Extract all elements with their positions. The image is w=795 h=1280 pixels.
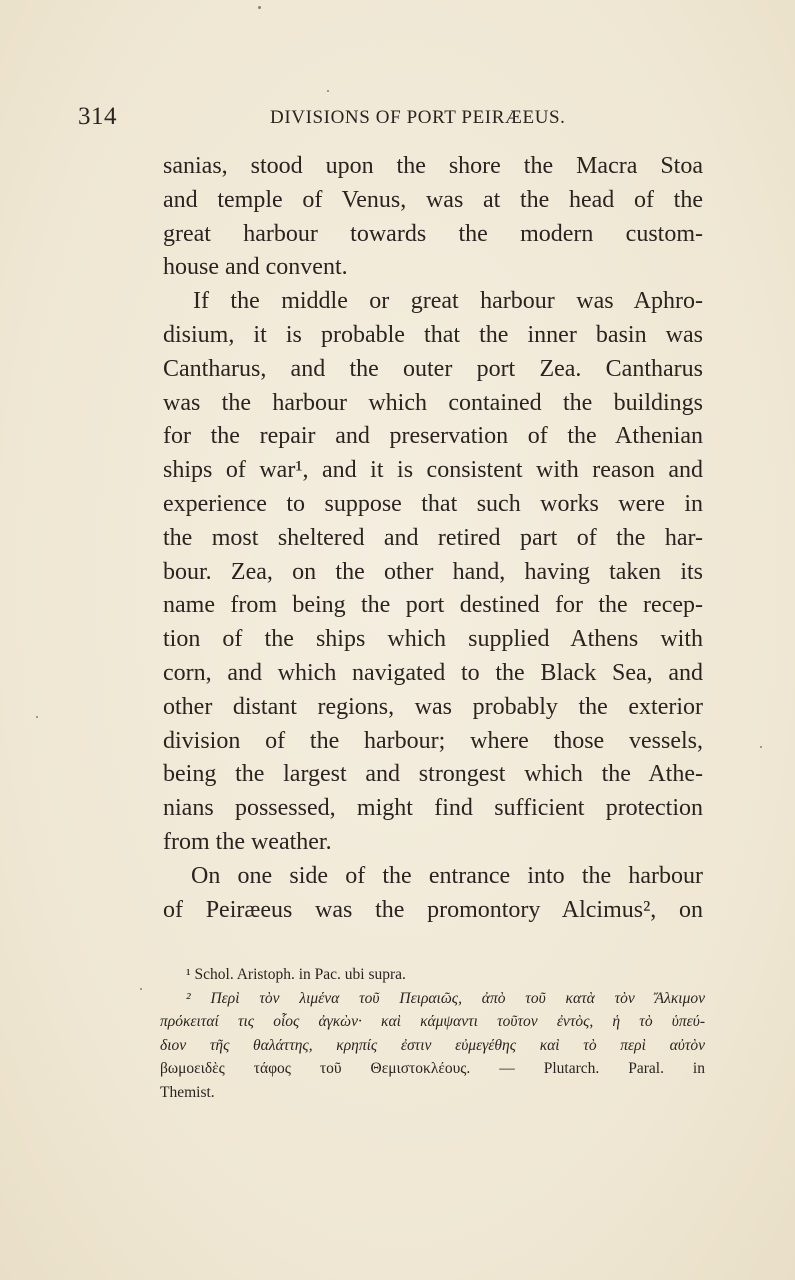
text-line: and temple of Venus, was at the head of the — [163, 186, 703, 213]
footnote-2-line: διον τῆς θαλάττης, κρηπίς ἐστιν εὐμεγέθης καὶ τὸ περὶ αὐτὸν — [160, 1036, 705, 1054]
paper-speck — [760, 746, 762, 748]
page-header-title: DIVISIONS OF PORT PEIRÆEUS. — [270, 107, 566, 128]
text-line: being the largest and strongest which the Athe- — [163, 761, 703, 788]
text-line: corn, and which navigated to the Black Sea, and — [163, 659, 703, 686]
paper-speck — [258, 6, 261, 9]
running-head — [78, 103, 718, 133]
footnote-2-line: Themist. — [160, 1083, 215, 1101]
text-line: other distant regions, was probably the exterior — [163, 693, 703, 720]
text-line: bour. Zea, on the other hand, having taken its — [163, 558, 703, 585]
text-line: the most sheltered and retired part of the har- — [163, 524, 703, 551]
text-line: for the repair and preservation of the Athenian — [163, 423, 703, 450]
text-line: On one side of the entrance into the harbour — [191, 862, 703, 889]
text-line: house and convent. — [163, 254, 348, 281]
page-number: 314 — [78, 103, 117, 130]
text-line: of Peiræeus was the promontory Alcimus², on — [163, 896, 703, 923]
text-line: If the middle or great harbour was Aphro- — [193, 288, 703, 315]
text-line: was the harbour which contained the buildings — [163, 389, 703, 416]
footnote-2-line: πρόκειταί τις οἷος ἀγκὼν· καὶ κάμψαντι τοῦτον ἐντὸς, ἡ τὸ ὑπεύ- — [160, 1013, 705, 1031]
text-line: Cantharus, and the outer port Zea. Cantharus — [163, 355, 703, 382]
footnotes — [160, 963, 705, 1105]
text-line: nians possessed, might find sufficient protection — [163, 795, 703, 822]
text-line: disium, it is probable that the inner basin was — [163, 321, 703, 348]
footnote-2-line: ² Περὶ τὸν λιμένα τοῦ Πειραιῶς, ἀπὸ τοῦ κατὰ τὸν Ἄλκιμον — [186, 989, 705, 1007]
text-line: sanias, stood upon the shore the Macra Stoa — [163, 153, 703, 179]
body-text — [163, 150, 703, 927]
paper-speck — [140, 988, 142, 990]
text-line: name from being the port destined for the recep- — [163, 592, 703, 619]
text-line: from the weather. — [163, 828, 332, 855]
text-line: great harbour towards the modern custom- — [163, 220, 703, 247]
text-line: ships of war¹, and it is consistent with reason and — [163, 457, 703, 484]
text-line: tion of the ships which supplied Athens with — [163, 626, 703, 653]
paper-speck — [327, 90, 329, 92]
footnote-2-line: βωμοειδὲς τάφος τοῦ Θεμιστοκλέους. — Plutarch. Paral. in — [160, 1060, 705, 1078]
text-line: experience to suppose that such works were in — [163, 490, 703, 517]
paper-speck — [36, 716, 38, 718]
footnote-1: ¹ Schol. Aristoph. in Pac. ubi supra. — [186, 966, 406, 983]
text-line: division of the harbour; where those vessels, — [163, 727, 703, 754]
